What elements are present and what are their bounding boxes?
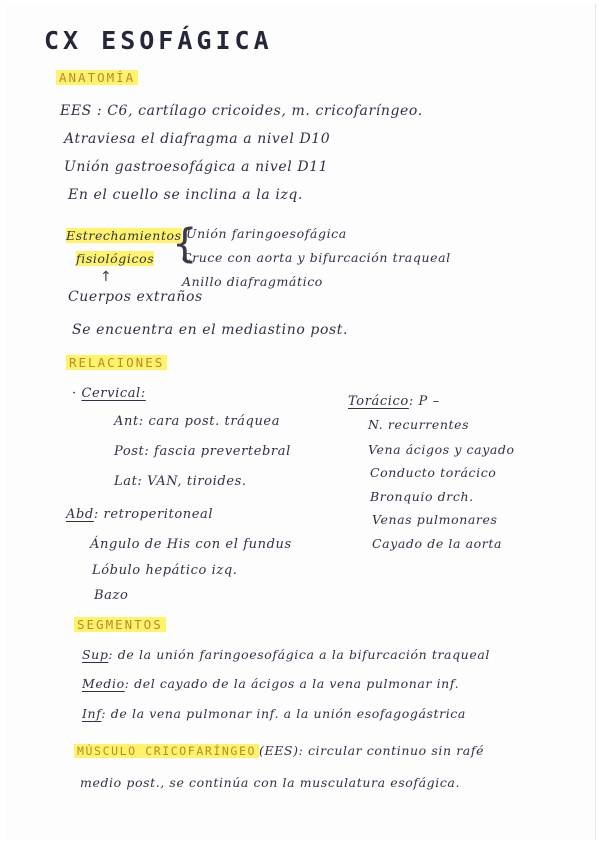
anatomia-line-diafragma: Atraviesa el diafragma a nivel D10 [64, 131, 331, 147]
abd-item: Bazo [94, 588, 129, 603]
toracico-item: Bronquio drch. [370, 489, 474, 504]
toracico-item: Cayado de la aorta [372, 536, 503, 551]
abd-item: Lóbulo hepático izq. [92, 563, 238, 578]
segmento-inf: Inf: de la vena pulmonar inf. a la unión esofagogástrica [82, 706, 466, 721]
cervical-lat: Lat: VAN, tiroides. [114, 474, 247, 489]
toracico-item: Venas pulmonares [372, 512, 498, 527]
anatomia-heading: ANATOMÍA [56, 70, 138, 86]
cervical-label: · Cervical: [72, 386, 146, 401]
fisiologicos-label: fisiológicos [76, 251, 155, 266]
relaciones-heading: RELACIONES [66, 355, 167, 371]
toracico-item: Conducto torácico [370, 465, 497, 480]
toracico-item: N. recurrentes [368, 417, 470, 432]
estrechamiento-3: Anillo diafragmático [182, 274, 323, 289]
musculo-line-1: MÚSCULO CRICOFARÍNGEO (EES): circular continuo sin rafé [74, 743, 484, 758]
anatomia-line-cuello: En el cuello se inclina a la izq. [68, 187, 304, 203]
segmentos-heading: SEGMENTOS [74, 617, 166, 633]
estrechamientos-label: Estrechamientos [66, 228, 182, 243]
brace-symbol: { [172, 221, 198, 267]
arrow-up-icon: ↑ [100, 269, 112, 285]
segmento-sup: Sup: de la unión faringoesofágica a la bifurcación traqueal [82, 647, 490, 662]
estrechamiento-1: Unión faringoesofágica [186, 226, 347, 241]
abd-label: Abd: retroperitoneal [66, 507, 214, 522]
abd-item: Ángulo de His con el fundus [90, 537, 292, 552]
anatomia-line-ees: EES : C6, cartílago cricoides, m. cricofaríngeo. [60, 103, 423, 119]
anatomia-line-union: Unión gastroesofágica a nivel D11 [64, 159, 329, 175]
cuerpos-extranos: Cuerpos extraños [68, 289, 203, 305]
segmento-medio: Medio: del cayado de la ácigos a la vena pulmonar inf. [82, 676, 460, 691]
mediastino-line: Se encuentra en el mediastino post. [72, 322, 349, 338]
page-title: CX ESOFÁGICA [44, 26, 273, 55]
musculo-line-2: medio post., se continúa con la musculatura esofágica. [80, 775, 461, 790]
toracico-item: Vena ácigos y cayado [368, 442, 515, 457]
cervical-post: Post: fascia prevertebral [114, 444, 291, 459]
cervical-ant: Ant: cara post. tráquea [114, 414, 281, 429]
estrechamiento-2: Cruce con aorta y bifurcación traqueal [182, 250, 451, 265]
toracico-label: Torácico: P – [348, 394, 440, 409]
